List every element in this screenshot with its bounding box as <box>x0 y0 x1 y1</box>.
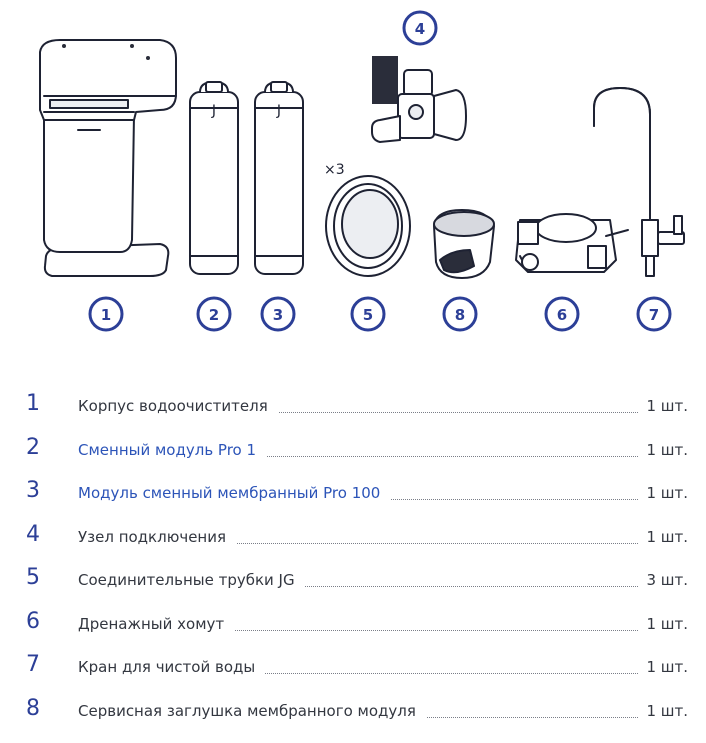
item-quantity: 1 шт. <box>638 702 688 720</box>
list-item <box>0 516 706 560</box>
cartridge-pro100-illustration <box>255 82 303 274</box>
multiplier-label: ×3 <box>324 162 345 178</box>
badge-5 <box>352 298 384 330</box>
badge-4 <box>404 12 436 44</box>
svg-text:8: 8 <box>454 306 466 324</box>
item-name: Кран для чистой воды <box>78 658 265 676</box>
item-quantity: 1 шт. <box>638 441 688 459</box>
item-name-link[interactable]: Модуль сменный мембранный Pro 100 <box>78 484 390 502</box>
service-plug-illustration <box>434 210 494 278</box>
item-number: 3 <box>26 478 40 503</box>
badge-8 <box>444 298 476 330</box>
svg-text:3: 3 <box>272 306 284 324</box>
badge-7 <box>638 298 670 330</box>
list-item <box>0 385 706 429</box>
list-item <box>0 472 706 516</box>
badge-2 <box>198 298 230 330</box>
item-quantity: 1 шт. <box>638 615 688 633</box>
list-item <box>0 429 706 473</box>
item-name: Дренажный хомут <box>78 615 234 633</box>
drain-clamp-illustration <box>516 214 628 272</box>
list-item <box>0 646 706 690</box>
item-number: 7 <box>26 652 40 677</box>
svg-text:5: 5 <box>362 306 374 324</box>
item-quantity: 3 шт. <box>638 571 688 589</box>
item-name: Узел подключения <box>78 528 236 546</box>
item-number: 8 <box>26 696 40 721</box>
item-quantity: 1 шт. <box>638 658 688 676</box>
svg-text:2: 2 <box>208 306 220 324</box>
svg-text:J: J <box>211 103 217 119</box>
item-number: 1 <box>26 391 40 416</box>
badge-1 <box>90 298 122 330</box>
item-number: 4 <box>26 522 40 547</box>
cartridge-pro1-illustration <box>190 82 238 274</box>
badge-3 <box>262 298 294 330</box>
tubes-illustration <box>324 162 410 276</box>
svg-text:7: 7 <box>648 306 660 324</box>
item-name: Сервисная заглушка мембранного модуля <box>78 702 426 720</box>
housing-illustration <box>40 40 176 276</box>
item-quantity: 1 шт. <box>638 397 688 415</box>
item-number: 5 <box>26 565 40 590</box>
list-item <box>0 603 706 647</box>
list-item <box>0 690 706 734</box>
connection-node-illustration <box>372 56 466 142</box>
list-item <box>0 559 706 603</box>
item-name: Соединительные трубки JG <box>78 571 305 589</box>
item-number: 6 <box>26 609 40 634</box>
item-quantity: 1 шт. <box>638 528 688 546</box>
svg-text:4: 4 <box>414 20 426 38</box>
parts-illustration <box>0 0 706 345</box>
badge-6 <box>546 298 578 330</box>
svg-text:1: 1 <box>100 306 112 324</box>
item-number: 2 <box>26 435 40 460</box>
svg-text:J: J <box>276 103 282 119</box>
item-quantity: 1 шт. <box>638 484 688 502</box>
item-name: Корпус водоочистителя <box>78 397 278 415</box>
svg-text:6: 6 <box>556 306 568 324</box>
item-name-link[interactable]: Сменный модуль Pro 1 <box>78 441 266 459</box>
